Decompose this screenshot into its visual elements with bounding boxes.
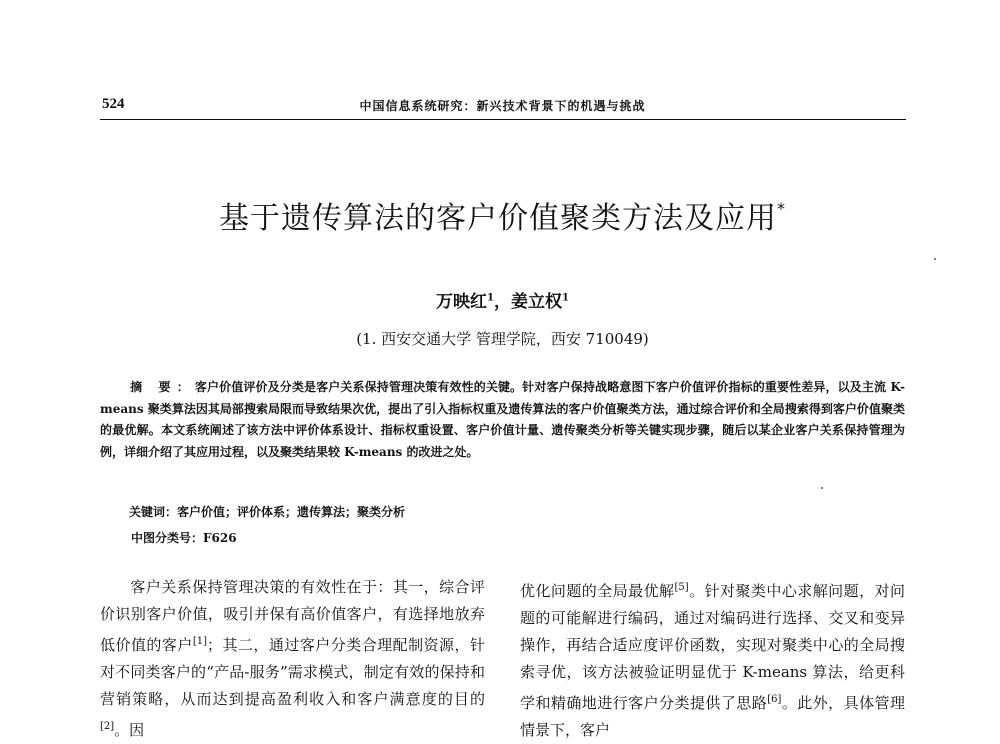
keywords-label: 关键词：	[129, 505, 178, 519]
author-line	[100, 287, 905, 312]
running-header	[100, 94, 905, 118]
paper-title-text: 基于遗传算法的客户价值聚类方法及应用	[219, 201, 777, 236]
body-right-text-2: 。针对聚类中心求解问题，对问题的可能解进行编码，通过对编码进行选择、交叉和变异操作，再结合适应度评价函数，实现对聚类中心的全局搜索寻优，该方法被验证明显优于 K-means 算法，给更科学和精确地进行客户分类提供了思路	[520, 582, 905, 712]
body-right-text-1: 优化问题的全局最优解	[520, 582, 675, 600]
running-title: 中国信息系统研究：新兴技术背景下的机遇与挑战	[359, 99, 646, 113]
title-footnote-mark: *	[777, 199, 786, 218]
keywords-text: 客户价值；评价体系；遗传算法；聚类分析	[177, 505, 406, 519]
author-separator: ，	[494, 292, 511, 312]
keywords	[129, 503, 405, 520]
citation-2[interactable]: [2]	[100, 721, 115, 732]
body-column-left	[100, 574, 485, 744]
affiliation: (1. 西安交通大学 管理学院，西安 710049)	[356, 330, 649, 348]
body-left-text-1: 客户关系保持管理决策的有效性在于：其一，综合评价识别客户价值，吸引并保有高价值客户，有选择地放弃低价值的客户	[100, 578, 485, 654]
abstract-text: 客户价值评价及分类是客户关系保持管理决策有效性的关键。针对客户保持战略意图下客户价值评价指标的重要性差异，以及主流 K-means 聚类算法因其局部搜索局限而导致结果次优，提出了引入指标权重及遗传算法的客户价值聚类方法，通过综合评价和全局搜索得到客户价值聚类的最优解。本文系统阐述了该方法中评价体系设计、指标权重设置、客户价值计量、遗传聚类分析等关键实现步骤，随后以某企业客户关系保持管理为例，详细介绍了其应用过程，以及聚类结果较 K-means 的改进之处。	[100, 380, 905, 459]
abstract	[100, 377, 905, 463]
classification-code: F626	[203, 531, 237, 545]
scan-speck	[821, 487, 823, 489]
header-rule	[100, 119, 906, 120]
body-column-right	[520, 574, 905, 744]
citation-5[interactable]: [5]	[674, 582, 689, 593]
author-2-affil-mark: 1	[562, 292, 569, 304]
page-number: 524	[102, 96, 125, 112]
body-left-text-2: ；其二，通过客户分类合理配制资源，针对不同类客户的“产品-服务”需求模式，制定有效的保持和营销策略，从而达到提高盈利收入和客户满意度的目的	[100, 636, 485, 708]
citation-6[interactable]: [6]	[767, 694, 782, 705]
author-1-affil-mark: 1	[487, 292, 494, 304]
abstract-label: 摘 要：	[130, 380, 195, 394]
paper-title	[100, 193, 905, 237]
body-left-text-3: 。因	[114, 721, 145, 739]
citation-1[interactable]: [1]	[192, 636, 207, 647]
author-2: 姜立权	[511, 292, 562, 312]
classification-number	[131, 529, 237, 546]
author-1: 万映红	[436, 292, 488, 312]
body-right-text-3: 。此外，具体管理情景下，客户	[520, 694, 905, 739]
classification-label: 中图分类号：	[131, 531, 204, 545]
scan-speck	[934, 258, 936, 260]
